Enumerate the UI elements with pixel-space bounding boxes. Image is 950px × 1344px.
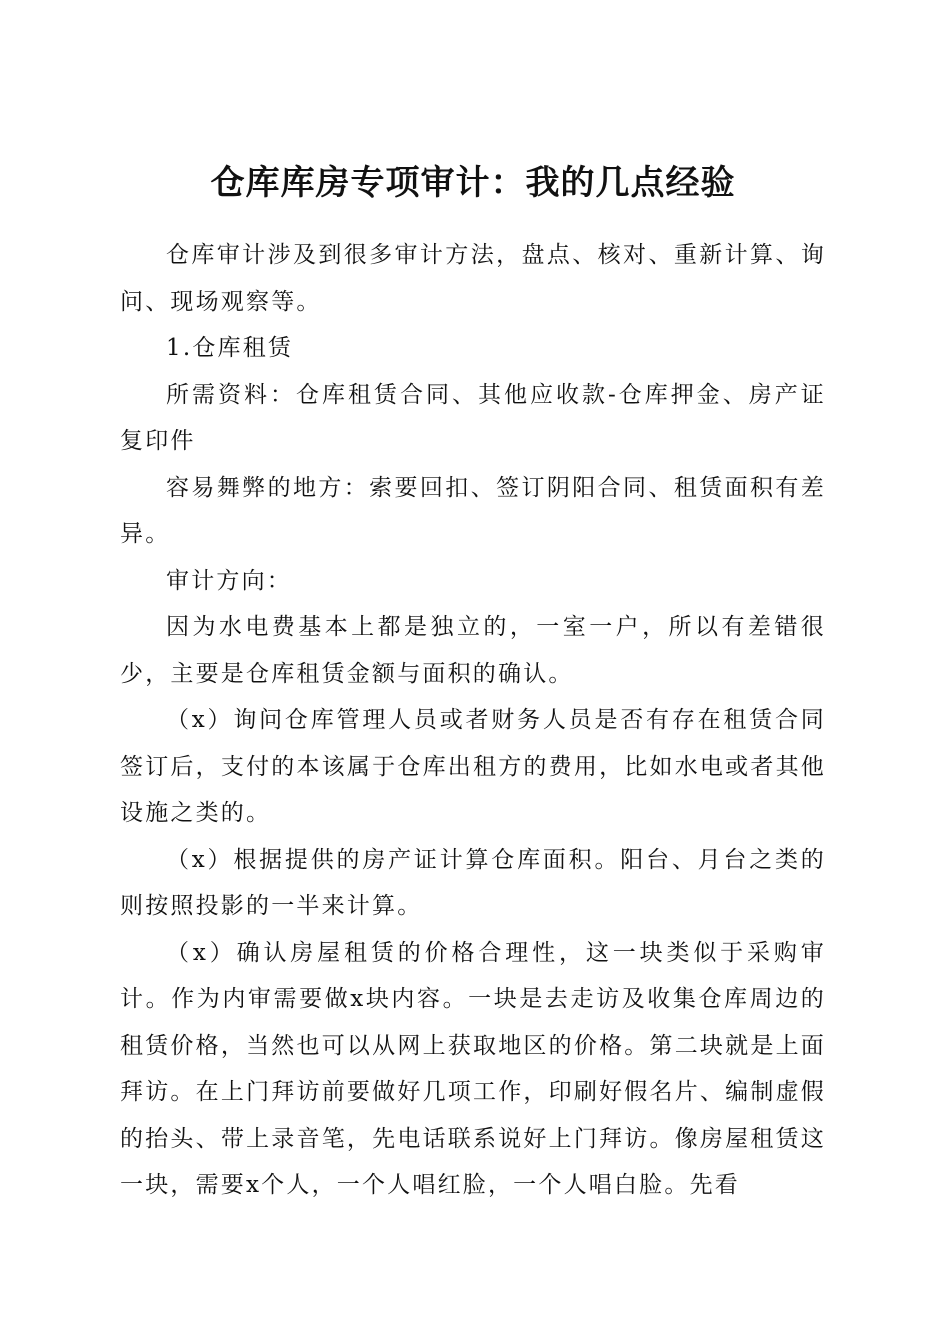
paragraph-inquiry-step: （x）询问仓库管理人员或者财务人员是否有存在租赁合同签订后，支付的本该属于仓库出租方的费用，比如水电或者其他设施之类的。 bbox=[120, 707, 826, 826]
document-body bbox=[120, 232, 826, 1209]
paragraph-audit-direction-label: 审计方向： bbox=[166, 567, 292, 594]
paragraph-area-calculation-step: （x）根据提供的房产证计算仓库面积。阳台、月台之类的则按照投影的一半来计算。 bbox=[120, 846, 826, 919]
document-title: 仓库库房专项审计：我的几点经验 bbox=[210, 162, 736, 203]
paragraph-fraud-risks: 容易舞弊的地方：索要回扣、签订阴阳合同、租赁面积有差异。 bbox=[120, 474, 826, 547]
paragraph-intro: 仓库审计涉及到很多审计方法，盘点、核对、重新计算、询问、现场观察等。 bbox=[120, 242, 826, 315]
section-heading-warehouse-lease: 1.仓库租赁 bbox=[166, 335, 294, 361]
paragraph-utilities-note: 因为水电费基本上都是独立的，一室一户，所以有差错很少，主要是仓库租赁金额与面积的确认。 bbox=[120, 614, 826, 687]
paragraph-required-materials: 所需资料：仓库租赁合同、其他应收款-仓库押金、房产证复印件 bbox=[120, 381, 826, 454]
paragraph-price-reasonableness-step: （x）确认房屋租赁的价格合理性，这一块类似于采购审计。作为内审需要做x块内容。一块是去走访及收集仓库周边的租赁价格，当然也可以从网上获取地区的价格。第二块就是上面拜访。在上门拜访前要做好几项工作，印刷好假名片、编制虚假的抬头、带上录音笔，先电话联系说好上门拜访。像房屋租赁这一块，需要x个人，一个人唱红脸，一个人唱白脸。先看 bbox=[120, 939, 826, 1198]
